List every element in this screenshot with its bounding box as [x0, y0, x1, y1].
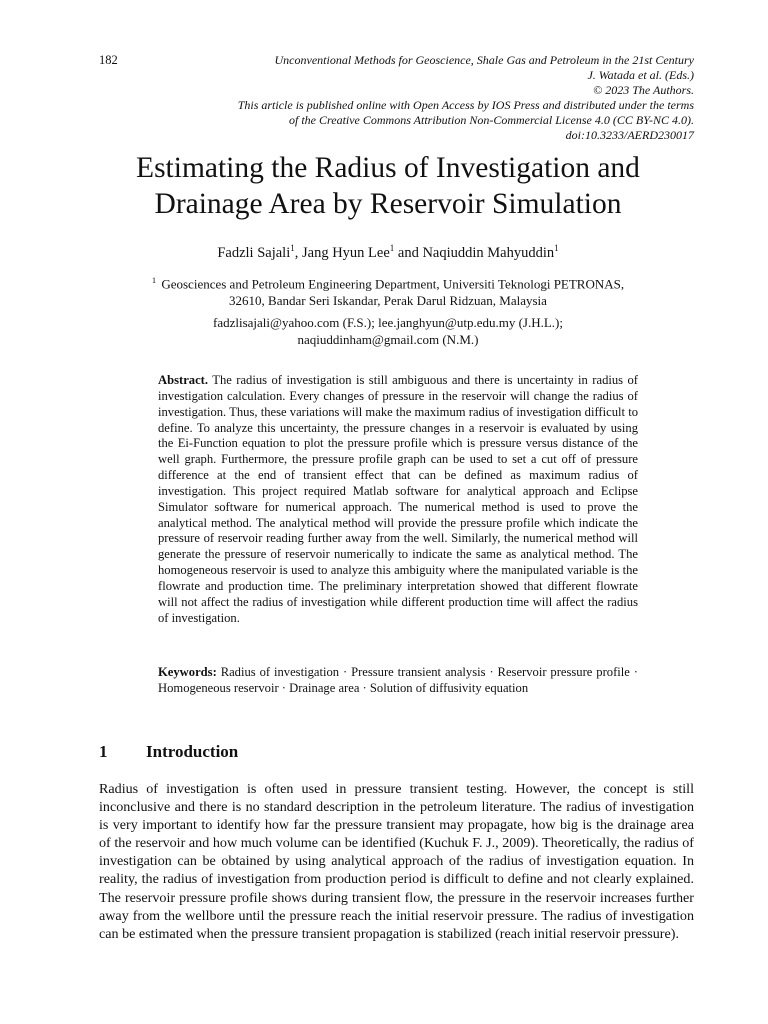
author-emails: [100, 314, 676, 348]
affiliation-line-2: 32610, Bandar Seri Iskandar, Perak Darul Ridzuan, Malaysia: [229, 293, 547, 309]
affiliation-mark: 1: [554, 243, 559, 253]
running-header: [134, 53, 694, 143]
emails-line-2: naqiuddinham@gmail.com (N.M.): [297, 332, 479, 347]
author-name: Jang Hyun Lee: [301, 244, 390, 261]
author-name: Naqiuddin Mahyuddin: [422, 244, 555, 261]
book-title: Unconventional Methods for Geoscience, Shale Gas and Petroleum in the 21st Century: [274, 53, 694, 67]
section-heading: [99, 742, 238, 762]
affiliation-mark: 1: [151, 275, 157, 285]
affiliation-mark: 1: [389, 243, 395, 253]
keywords: [158, 665, 638, 697]
abstract: [158, 373, 638, 627]
affiliation-line-1: Geosciences and Petroleum Engineering Department, Universiti Teknologi PETRONAS,: [161, 276, 625, 292]
keywords-text: Radius of investigation · Pressure transient analysis · Reservoir pressure profile · Homogeneous reservoir · Drainage area · Solution of diffusivity equation: [158, 665, 638, 695]
page-number: 182: [99, 53, 118, 67]
editors: J. Watada et al. (Eds.): [587, 68, 694, 82]
author-list: [80, 243, 696, 262]
abstract-label: Abstract.: [158, 373, 209, 387]
doi: doi:10.3233/AERD230017: [565, 128, 694, 142]
keywords-label: Keywords:: [158, 665, 217, 679]
license-line-2: of the Creative Commons Attribution Non-Commercial License 4.0 (CC BY-NC 4.0).: [289, 113, 694, 127]
emails-line-1: fadzlisajali@yahoo.com (F.S.); lee.janghyun@utp.edu.my (J.H.L.);: [213, 315, 563, 330]
author-separator: ,: [294, 244, 302, 261]
introduction-paragraph: Radius of investigation is often used in pressure transient testing. However, the concept is still inconclusive and there is no standard description in the petroleum literature. The radius of investigation is very important to identify how far the pressure transient may propagate, how big is the drainage area of the reservoir and how much volume can be identified (Kuchuk F. J., 2009). Theoretically, the radius of investigation can be obtained by using analytical approach of the radius of investigation equation. In reality, the radius of investigation from production period is difficult to define and not clearly explained. The reservoir pressure profile shows during transient flow, the pressure in the reservoir increases further away from the wellbore until the pressure reach the initial reservoir pressure. The radius of investigation can be estimated when the pressure transient propagation is stabilized (reach initial reservoir pressure).: [99, 781, 694, 942]
paper-title: [80, 150, 696, 222]
affiliation-mark: 1: [290, 243, 295, 253]
section-number: 1: [99, 742, 108, 761]
paper-title-line-2: Drainage Area by Reservoir Simulation: [154, 188, 622, 220]
author-separator: and: [394, 244, 423, 261]
license-line-1: This article is published online with Open Access by IOS Press and distributed under the terms: [237, 98, 694, 112]
author-name: Fadzli Sajali: [217, 244, 291, 261]
section-title: Introduction: [146, 742, 239, 761]
paper-title-line-1: Estimating the Radius of Investigation and: [136, 152, 640, 184]
abstract-text: The radius of investigation is still ambiguous and there is uncertainty in radius of investigation calculation. Every changes of pressure in the reservoir will change the radius of investigation. Thus, these variations will make the maximum radius of investigation difficult to define. To analyze this uncertainty, the pressure changes in a reservoir is evaluated by using the Ei-Function equation to plot the pressure profile which is pressure versus distance of the well graph. Furthermore, the pressure profile graph can be used to set a cut off of pressure difference at the end of transient effect that can be defined as maximum radius of investigation. This project required Matlab software for analytical approach and Eclipse Simulator software for numerical approach. The numerical method is used to prove the analytical method. The analytical method will provide the pressure profile which indicate the pressure of reservoir reading further away from the well. Similarly, the numerical method will generate the pressure of reservoir numerically to indicate the same as analytical method. The homogeneous reservoir is used to analyze this ambiguity where the manipulated variable is the flowrate and production time. The preliminary interpretation showed that different flowrate will not affect the radius of investigation while different production time will affect the radius of investigation.: [158, 373, 639, 625]
copyright: © 2023 The Authors.: [593, 83, 694, 97]
affiliation: [100, 272, 676, 309]
